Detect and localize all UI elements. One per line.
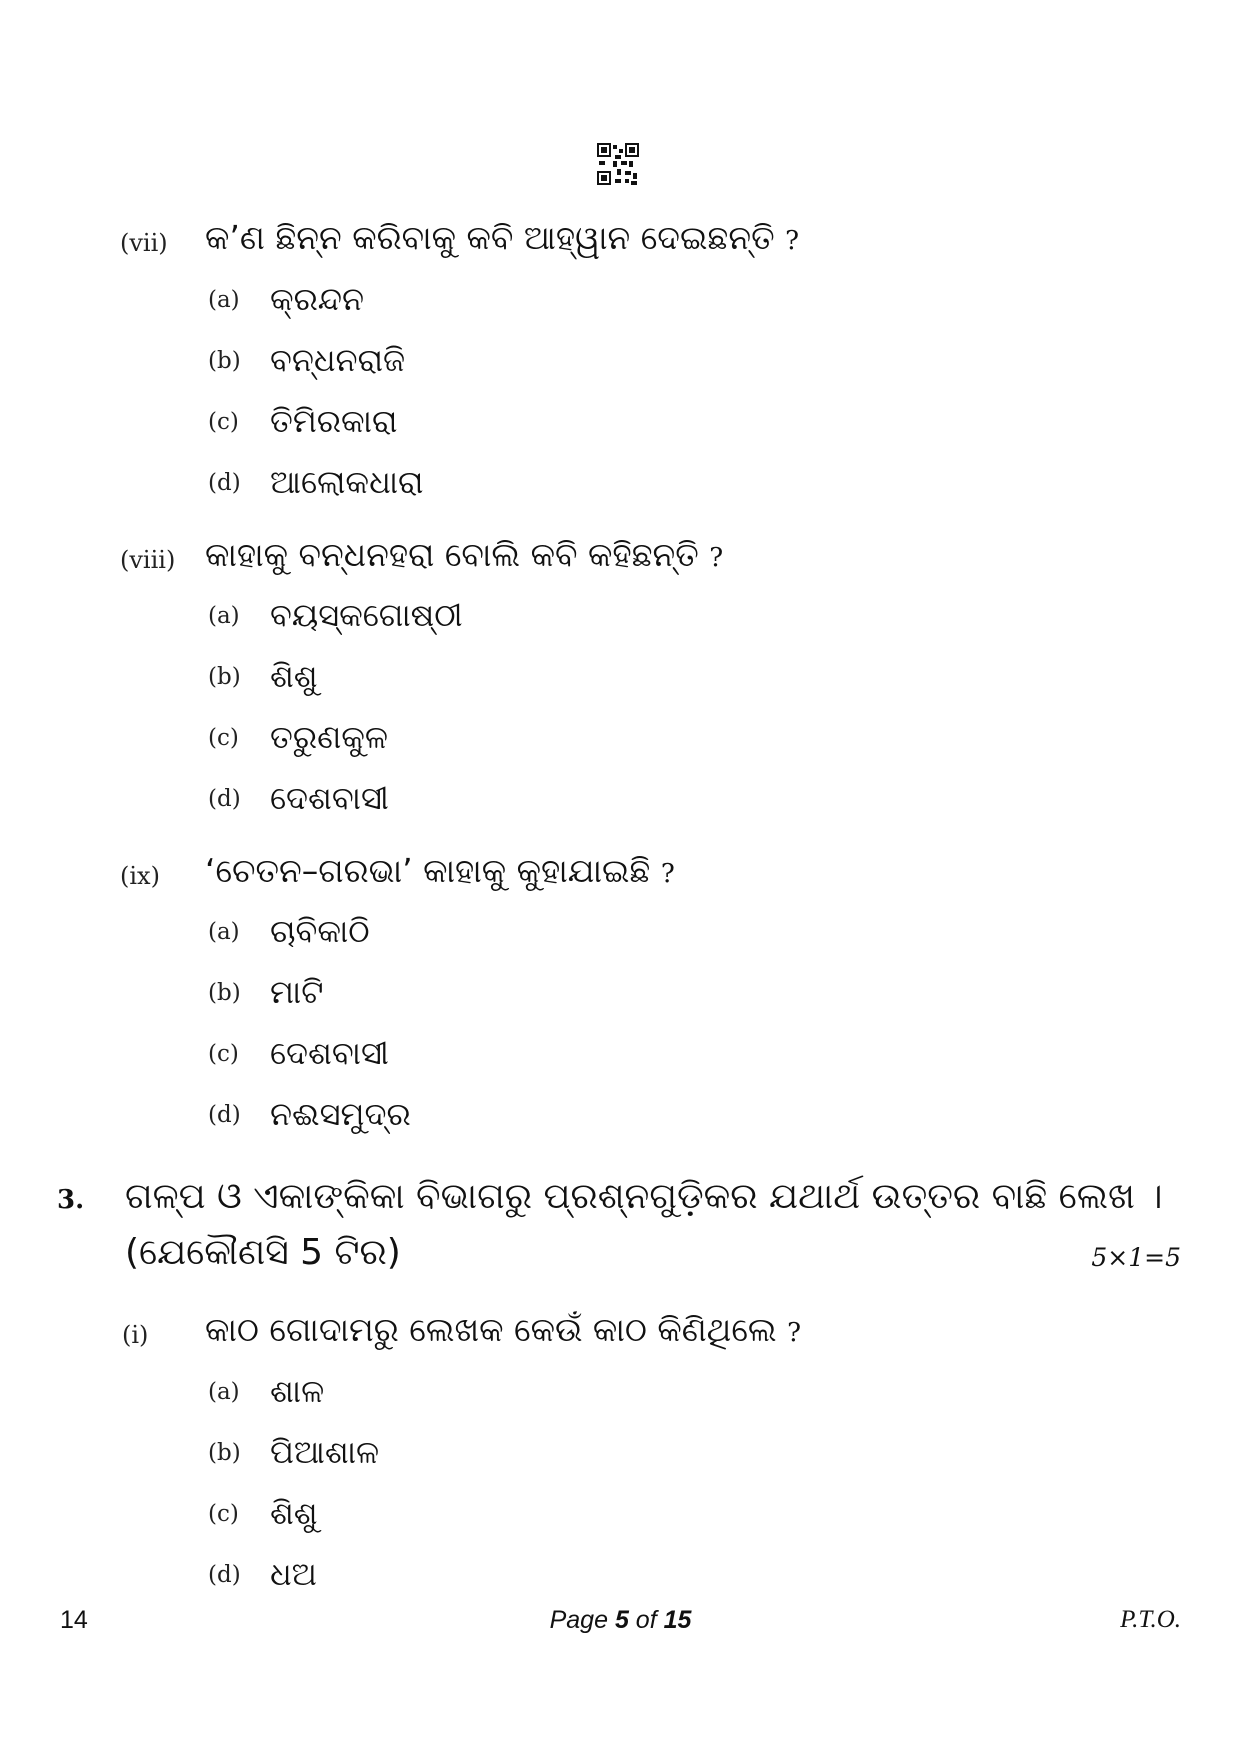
question-number: (ix) <box>120 862 160 890</box>
question-text: ‘ଚେତନ–ଗରଭା’ କାହାକୁ କୁହାଯାଇଛି ? <box>205 851 675 890</box>
question-number: (viii) <box>120 546 176 574</box>
option-a[interactable]: (a) କ୍ରନ୍ଦନ <box>208 280 365 318</box>
pto-label: P.T.O. <box>1120 1606 1181 1633</box>
section-instruction-sub: (ଯେକୌଣସି 5 ଟିର) <box>125 1232 401 1273</box>
option-d[interactable]: (d) ନଈସମୁଦ୍ର <box>208 1095 411 1133</box>
option-b[interactable]: (b) ମାଟି <box>208 973 324 1011</box>
option-c[interactable]: (c) ଦେଶବାସୀ <box>208 1034 389 1072</box>
option-c[interactable]: (c) ତିମିରକାରା <box>208 402 398 440</box>
question-number: (i) <box>122 1321 149 1349</box>
qr-code-icon <box>597 143 639 185</box>
option-a[interactable]: (a) ଶାଳ <box>208 1372 325 1410</box>
option-d[interactable]: (d) ଧଅ <box>208 1555 317 1593</box>
option-b[interactable]: (b) ପିଆଶାଳ <box>208 1433 380 1471</box>
option-d[interactable]: (d) ଦେଶବାସୀ <box>208 779 389 817</box>
question-text: କାହାକୁ ବନ୍ଧନହରା ବୋଲି କବି କହିଛନ୍ତି ? <box>205 535 724 574</box>
question-text: କ’ଣ ଛିନ୍ନ କରିବାକୁ କବି ଆହ୍ୱାନ ଦେଇଛନ୍ତି ? <box>205 218 800 257</box>
section-number: 3. <box>57 1185 85 1215</box>
page-indicator: Page 5 of 15 <box>549 1606 692 1634</box>
option-c[interactable]: (c) ଶିଶୁ <box>208 1494 318 1532</box>
question-number: (vii) <box>120 229 168 257</box>
option-a[interactable]: (a) ଚାବିକାଠି <box>208 912 370 950</box>
section-marks: 5×1=5 <box>1091 1243 1181 1272</box>
question-text: କାଠ ଗୋଦାମରୁ ଲେଖକ କେଉଁ କାଠ କିଣିଥିଲେ ? <box>205 1310 802 1349</box>
paper-code: 14 <box>60 1606 88 1634</box>
option-c[interactable]: (c) ତରୁଣକୁଳ <box>208 718 389 756</box>
option-a[interactable]: (a) ବୟସ୍କଗୋଷ୍ଠୀ <box>208 596 463 634</box>
option-b[interactable]: (b) ଶିଶୁ <box>208 657 318 695</box>
section-instruction: ଗଳ୍ପ ଓ ଏକାଙ୍କିକା ବିଭାଗରୁ ପ୍ରଶ୍ନଗୁଡ଼ିକର ଯଥାର୍ଥ ଉତ୍ତର ବାଛି ଲେଖ । <box>125 1176 1163 1217</box>
option-d[interactable]: (d) ଆଲୋକଧାରା <box>208 463 424 501</box>
option-b[interactable]: (b) ବନ୍ଧନରାଜି <box>208 341 406 379</box>
